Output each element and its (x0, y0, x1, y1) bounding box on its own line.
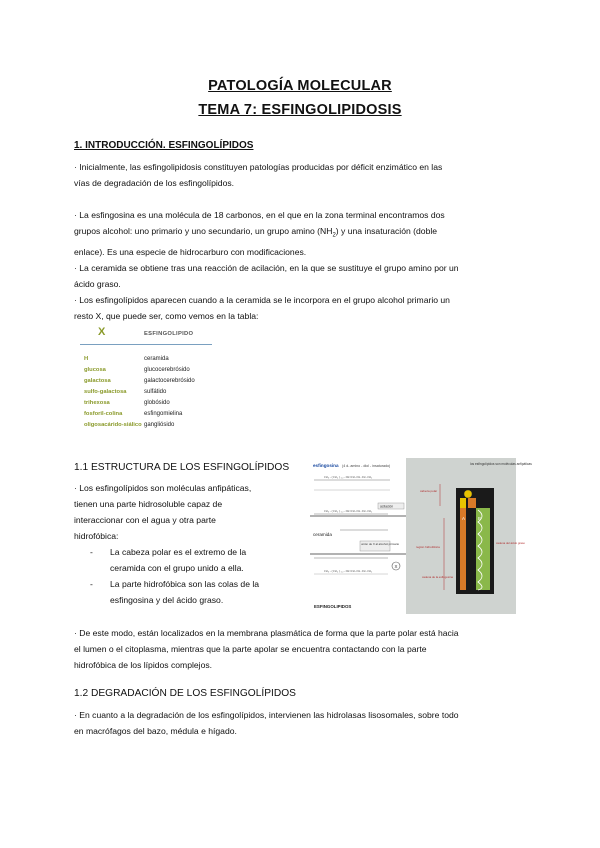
bullet-item (74, 576, 306, 608)
text-line: · En cuanto a la degradación de los esfingolípidos, intervienen las hidrolasas lisosomales, sobre todo (74, 710, 459, 720)
label-esfingosina: esfingosina (313, 463, 339, 468)
label-cabeza-polar: cabeza polar (420, 489, 438, 493)
table-cell-name: sulfátido (144, 389, 167, 395)
text-line: esfingosina y del ácido graso. (110, 595, 224, 605)
table-header-x: X (98, 326, 106, 338)
label-b: B (478, 516, 481, 521)
x-head-circle (464, 490, 472, 498)
text-line: · La ceramida se obtiene tras una reacción de acilación, en la que se sustituye el grupo amino por un (74, 262, 459, 273)
table-cell-x: glucosa (84, 367, 106, 373)
label-formula: (4 d- amino - diol - insaturado) (342, 464, 391, 468)
section-heading-intro: 1. INTRODUCCIÓN. ESFINGOLÍPIDOS (74, 140, 254, 151)
text-line: ceramida con el grupo unido a ella. (110, 563, 244, 573)
section-heading-degradation: 1.2 DEGRADACIÓN DE LOS ESFINGOLÍPIDOS (74, 688, 296, 699)
bullet-dash: - (90, 547, 93, 557)
text-line: resto X, que puede ser, como vemos en la tabla: (74, 310, 259, 321)
label-x: X (394, 563, 398, 569)
table-cell-x: trihexosa (84, 400, 110, 406)
structure-paragraph (74, 480, 306, 608)
doc-subtitle: TEMA 7: ESFINGOLIPIDOSIS (198, 102, 402, 118)
table-row (80, 422, 212, 432)
table-cell-name: globósido (144, 400, 170, 406)
membrane-paragraph (74, 625, 526, 673)
label-cadena-esfingosina: cadena de la esfingosina (422, 575, 453, 579)
label-esfingolipidos: ESFINGOLIPIDOS (314, 604, 352, 609)
text-line: el lumen o el citoplasma, mientras que la parte apolar se encuentra contactando con la parte (74, 644, 427, 654)
table-row (80, 367, 212, 377)
text-line: enlace). Es una especie de hidrocarburo con modificaciones. (74, 246, 307, 257)
section-heading-structure: 1.1 ESTRUCTURA DE LOS ESFINGOLÍPIDOS (74, 462, 290, 473)
bullet-dash: - (90, 579, 93, 589)
table-row (80, 389, 212, 399)
label-union: unión de X al alcohol primario (361, 542, 400, 546)
text-line: · De este modo, están localizados en la membrana plasmática de forma que la parte polar está hacia (74, 628, 459, 638)
text-line: en macrófagos del bazo, médula e hígado. (74, 726, 237, 736)
text-line: hidrofóbica de los lípidos complejos. (74, 660, 213, 670)
label-a: A (462, 516, 465, 521)
sphingolipid-structure-diagram (310, 458, 532, 614)
formula-chain: CH₃-(CH₂)₁₂-CH=CH-CH-CH-CH₂ (324, 510, 373, 513)
table-cell-name: glucocerebrósido (144, 367, 190, 373)
text-line: · La esfingosina es una molécula de 18 carbonos, en el que en la zona terminal encontramos dos (74, 210, 445, 220)
table-cell-name: ceramida (144, 356, 169, 362)
text-line (74, 223, 526, 244)
table-row (80, 411, 212, 421)
text-line: · Los esfingolípidos aparecen cuando a la ceramida se le incorpora en el grupo alcohol primario un (74, 294, 450, 305)
text-line: · Inicialmente, las esfingolipidosis constituyen patologías producidas por déficit enzimático en las (74, 162, 443, 172)
table-cell-x: oligosacárido-siálico (84, 422, 142, 428)
table-cell-name: galactocerebrósido (144, 378, 195, 384)
label-ceramida: ceramida (313, 532, 332, 537)
text-line: hidrofóbica: (74, 531, 119, 541)
text-line: · Los esfingolípidos son moléculas anfipáticas, (74, 483, 252, 493)
label-acilacion: acilación (380, 504, 394, 509)
table-divider (80, 344, 212, 345)
text-line: ácido graso. (74, 278, 121, 289)
polar-head-block (468, 498, 476, 508)
table-cell-x: galactosa (84, 378, 111, 384)
table-cell-x: fosforil-colina (84, 411, 123, 417)
sphingolipid-table (80, 326, 212, 446)
table-cell-x: H (84, 356, 89, 362)
intro-paragraph-1 (74, 159, 526, 191)
label-cadena-acido-graso: cadena del ácido graso (496, 541, 525, 545)
text-line: interaccionar con el agua y otra parte (74, 515, 216, 525)
table-cell-name: esfingomielina (144, 411, 183, 417)
polar-head-block (460, 498, 466, 508)
text-line: tienen una parte hidrosoluble capaz de (74, 499, 223, 509)
text-run: grupos alcohol: uno primario y uno secundario, un grupo amino (NH (74, 226, 333, 236)
table-row (80, 400, 212, 410)
degradation-paragraph (74, 707, 526, 739)
formula-chain: CH₃-(CH₂)₁₂-CH=CH-CH-CH-CH₂ (324, 570, 373, 573)
formula-chain: CH₃-(CH₂)₁₂-CH=CH-CH-CH-CH₂ (324, 476, 373, 479)
table-cell-x: sulfo-galactosa (84, 389, 127, 395)
label-right-title: los esfingolípidos son moléculas anfipáticas (470, 462, 532, 466)
text-line: La cabeza polar es el extremo de la (110, 547, 247, 557)
text-run: ) y una insaturación (doble (335, 226, 438, 236)
table-row (80, 356, 212, 366)
table-row (80, 378, 212, 388)
subscript: 2 (332, 232, 336, 239)
doc-title: PATOLOGÍA MOLECULAR (208, 78, 392, 94)
table-cell-name: gangliósido (144, 422, 175, 428)
intro-paragraph-2 (74, 207, 526, 324)
text-line: La parte hidrofóbica son las colas de la (110, 579, 260, 589)
text-line: vías de degradación de los esfingolípidos. (74, 178, 235, 188)
bullet-item (74, 544, 306, 576)
label-region-hidrofobica: región hidrofóbica (416, 545, 440, 549)
table-header-name: ESFINGOLIPIDO (144, 331, 194, 337)
